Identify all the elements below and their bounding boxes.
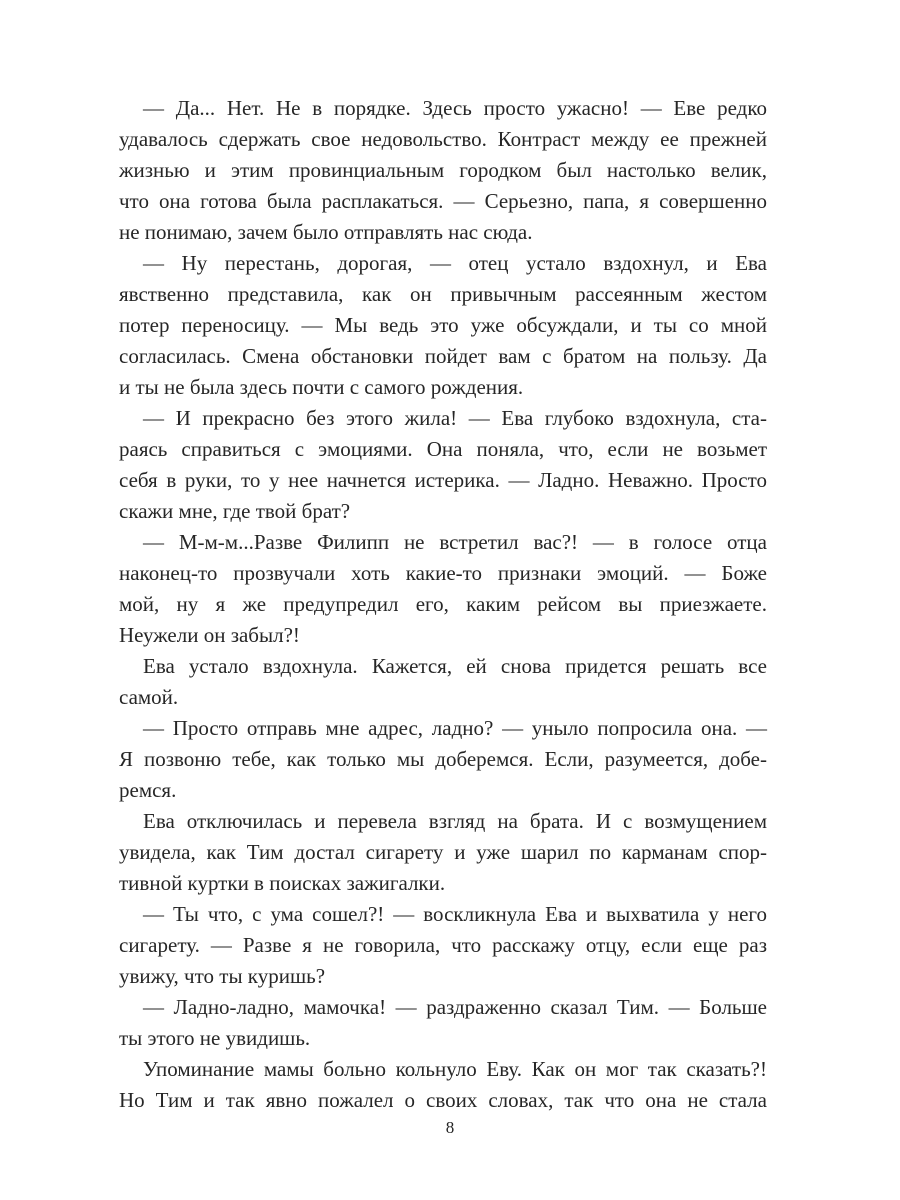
text-line: Упоминание мамы больно кольнуло Еву. Как он мог так сказать?! xyxy=(143,1057,767,1081)
text-line: — М-м-м...Разве Филипп не встретил вас?! — в голосе отца xyxy=(143,530,767,554)
text-line: раясь справиться с эмоциями. Она поняла, что, если не возьмет xyxy=(119,437,767,461)
text-line: самой. xyxy=(119,685,179,709)
text-line: ремся. xyxy=(119,778,177,802)
text-line: не понимаю, зачем было отправлять нас сюда. xyxy=(119,220,533,244)
text-line: себя в руки, то у нее начнется истерика. — Ладно. Неважно. Просто xyxy=(119,468,767,492)
text-line: увидела, как Тим достал сигарету и уже шарил по карманам спор- xyxy=(119,840,767,864)
paragraph xyxy=(119,899,767,992)
text-line: — Ну перестань, дорогая, — отец устало вздохнул, и Ева xyxy=(143,251,767,275)
text-line: и ты не была здесь почти с самого рождения. xyxy=(119,375,524,399)
body-text xyxy=(119,93,767,1116)
text-line: скажи мне, где твой брат? xyxy=(119,499,351,523)
paragraph xyxy=(119,248,767,403)
text-line: Но Тим и так явно пожалел о своих словах, так что она не стала xyxy=(119,1088,767,1112)
paragraph xyxy=(119,992,767,1054)
paragraph xyxy=(119,651,767,713)
paragraph xyxy=(119,93,767,248)
paragraph xyxy=(119,403,767,527)
text-line: потер переносицу. — Мы ведь это уже обсуждали, и ты со мной xyxy=(119,313,767,337)
text-line: — Ладно-ладно, мамочка! — раздраженно сказал Тим. — Больше xyxy=(143,995,767,1019)
text-line: Ева устало вздохнула. Кажется, ей снова придется решать все xyxy=(143,654,767,678)
text-line: — Просто отправь мне адрес, ладно? — уныло попросила она. — xyxy=(143,716,767,740)
text-line: согласилась. Смена обстановки пойдет вам с братом на пользу. Да xyxy=(119,344,767,368)
text-line: удавалось сдержать свое недовольство. Контраст между ее прежней xyxy=(119,127,767,151)
text-line: — Ты что, с ума сошел?! — воскликнула Ева и выхватила у него xyxy=(143,902,767,926)
text-line: мой, ну я же предупредил его, каким рейсом вы приезжаете. xyxy=(119,592,767,616)
text-line: увижу, что ты куришь? xyxy=(119,964,326,988)
paragraph xyxy=(119,1054,767,1116)
text-line: сигарету. — Разве я не говорила, что расскажу отцу, если еще раз xyxy=(119,933,767,957)
text-line: Ева отключилась и перевела взгляд на брата. И с возмущением xyxy=(143,809,767,833)
paragraph xyxy=(119,806,767,899)
text-line: — И прекрасно без этого жила! — Ева глубоко вздохнула, ста- xyxy=(143,406,767,430)
text-line: ты этого не увидишь. xyxy=(119,1026,311,1050)
paragraph xyxy=(119,713,767,806)
text-line: жизнью и этим провинциальным городком был настолько велик, xyxy=(119,158,767,182)
text-line: тивной куртки в поисках зажигалки. xyxy=(119,871,446,895)
text-line: явственно представила, как он привычным рассеянным жестом xyxy=(119,282,767,306)
text-line: — Да... Нет. Не в порядке. Здесь просто ужасно! — Еве редко xyxy=(143,96,767,120)
text-line: Я позвоню тебе, как только мы доберемся. Если, разумеется, добе- xyxy=(119,747,767,771)
text-line: что она готова была расплакаться. — Серьезно, папа, я совершенно xyxy=(119,189,767,213)
text-line: наконец-то прозвучали хоть какие-то признаки эмоций. — Боже xyxy=(119,561,767,585)
page-number: 8 xyxy=(445,1118,455,1137)
text-line: Неужели он забыл?! xyxy=(119,623,300,647)
paragraph xyxy=(119,527,767,651)
